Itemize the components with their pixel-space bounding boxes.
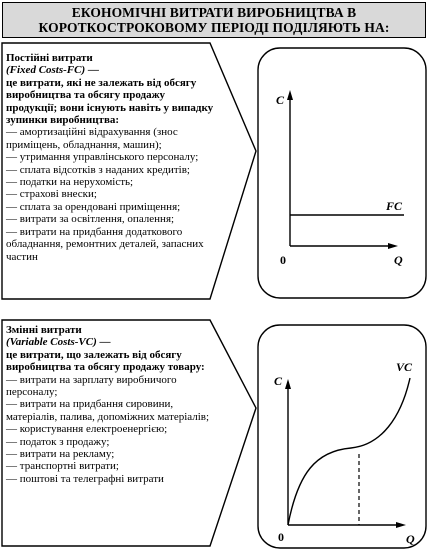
page-title: [2, 2, 426, 38]
vc-graph: [256, 323, 428, 550]
variable-costs-text: [6, 324, 218, 485]
list-item: — користування електроенергією;: [6, 423, 168, 436]
list-item: — страхові внески;: [6, 188, 97, 201]
list-item: — витрати за освітлення, опалення;: [6, 213, 175, 226]
vc-y-label: C: [274, 374, 283, 388]
fixed-costs-name: Постійні витрати: [6, 52, 93, 64]
fixed-costs-dash: —: [85, 64, 99, 77]
variable-costs-name: Змінні витрати: [6, 324, 82, 336]
fc-y-label: C: [276, 93, 285, 107]
list-item: — витрати на придбання додаткового обладнання, ремонтних деталей, запасних частин: [6, 225, 204, 263]
variable-costs-heading: [6, 324, 218, 374]
list-item: — витрати на рекламу;: [6, 448, 115, 461]
fixed-costs-text: [6, 52, 218, 263]
variable-costs-definition: це витрати, що залежать від обсягу виробництва та обсягу продажу товару:: [6, 348, 205, 374]
list-item: — поштові та телеграфні витрати: [6, 472, 164, 485]
list-item: — витрати на зарплату виробничого персоналу;: [6, 373, 177, 399]
fixed-costs-eng: (Fixed Costs-FC): [6, 64, 86, 77]
vc-x-label: Q: [406, 532, 415, 546]
vc-origin: 0: [278, 530, 284, 544]
list-item: — податки на нерухомість;: [6, 176, 134, 189]
fc-curve-label: FC: [386, 199, 403, 213]
list-item: — утримання управлінського персоналу;: [6, 151, 199, 164]
list-item: — транспортні витрати;: [6, 460, 119, 473]
vc-curve-label: VC: [396, 360, 413, 374]
fixed-costs-definition: це витрати, які не залежать від обсягу виробництва та обсягу продажу продукції; вони існують навіть у випадку зупинки виробництва:: [6, 76, 214, 127]
title-line-1: ЕКОНОМІЧНІ ВИТРАТИ ВИРОБНИЦТВА В: [71, 5, 357, 20]
fc-origin: 0: [280, 253, 286, 267]
fc-graph: [256, 46, 428, 300]
fixed-costs-heading: [6, 52, 218, 126]
variable-costs-list: [6, 374, 218, 486]
list-item: — амортизаційні відрахування (знос приміщень, обладнання, машин);: [6, 126, 178, 151]
fc-x-label: Q: [394, 253, 403, 267]
vc-graph-frame: [258, 325, 426, 548]
list-item: — сплата відсотків з наданих кредитів;: [6, 163, 190, 176]
fixed-costs-list: [6, 126, 218, 262]
list-item: — сплата за орендовані приміщення;: [6, 200, 181, 213]
title-line-2: КОРОТКОСТРОКОВОМУ ПЕРІОДІ ПОДІЛЯЮТЬ НА:: [38, 20, 390, 35]
variable-costs-eng: (Variable Costs-VC): [6, 336, 97, 349]
list-item: — витрати на придбання сировини, матеріалів, палива, допоміжних матеріалів;: [6, 398, 210, 423]
variable-costs-dash: —: [96, 336, 111, 349]
list-item: — податок з продажу;: [6, 435, 110, 448]
